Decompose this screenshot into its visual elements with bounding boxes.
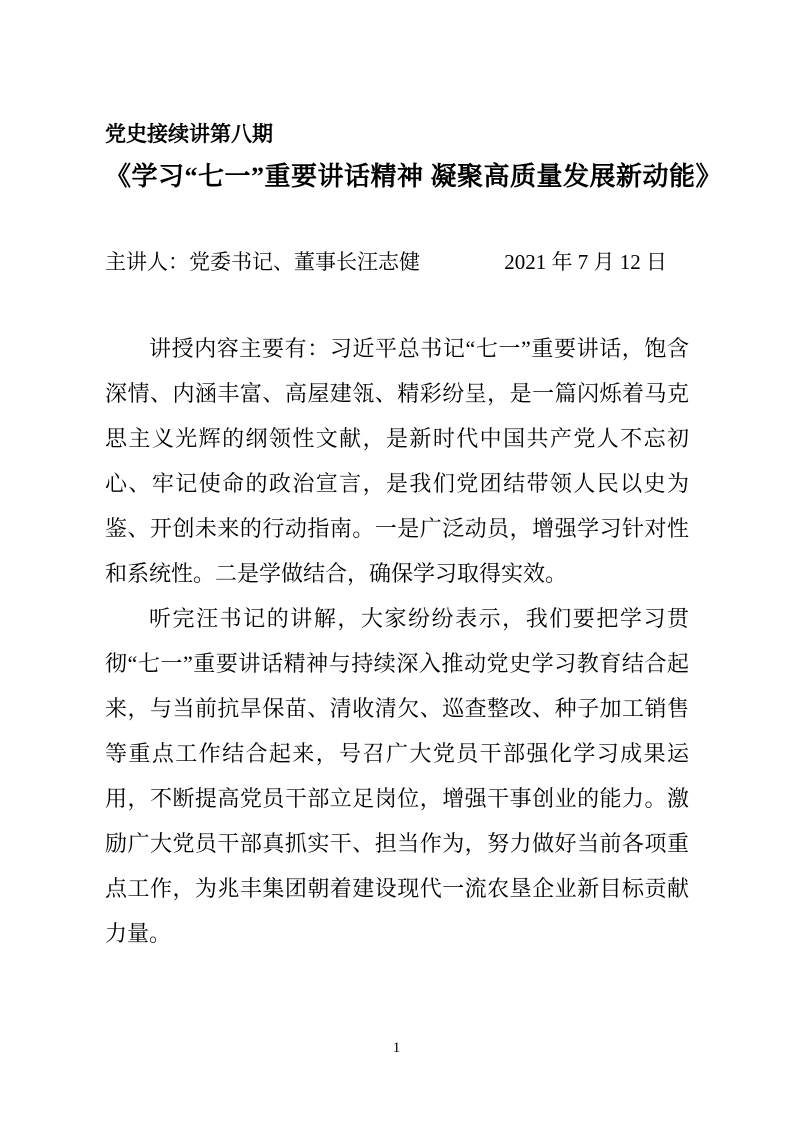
document-title: 《学习“七一”重要讲话精神 凝聚高质量发展新动能》: [105, 162, 723, 191]
series-kicker: 党史接续讲第八期: [105, 123, 273, 146]
speaker-line: [105, 248, 689, 276]
page-number: 1: [392, 1040, 401, 1056]
body-text: [105, 326, 689, 956]
body-paragraph-2: 听完汪书记的讲解，大家纷纷表示，我们要把学习贯彻“七一”重要讲话精神与持续深入推动党史学习教育结合起来，与当前抗旱保苗、清收清欠、巡查整改、种子加工销售等重点工作结合起来，号召广大党员干部强化学习成果运用，不断提高党员干部立足岗位，增强干事创业的能力。激励广大党员干部真抓实干、担当作为，努力做好当前各项重点工作，为兆丰集团朝着建设现代一流农垦企业新目标贡献力量。: [105, 606, 689, 946]
lecture-date: 2021 年 7 月 12 日: [504, 250, 667, 274]
speaker-name: 主讲人：党委书记、董事长汪志健: [105, 250, 420, 274]
document-content: [105, 122, 723, 956]
body-paragraph-1: 讲授内容主要有：习近平总书记“七一”重要讲话，饱含深情、内涵丰富、高屋建瓴、精彩纷呈，是一篇闪烁着马克思主义光辉的纲领性文献，是新时代中国共产党人不忘初心、牢记使命的政治宣言，是我们党团结带领人民以史为鉴、开创未来的行动指南。一是广泛动员，增强学习针对性和系统性。二是学做结合，确保学习取得实效。: [105, 336, 689, 586]
